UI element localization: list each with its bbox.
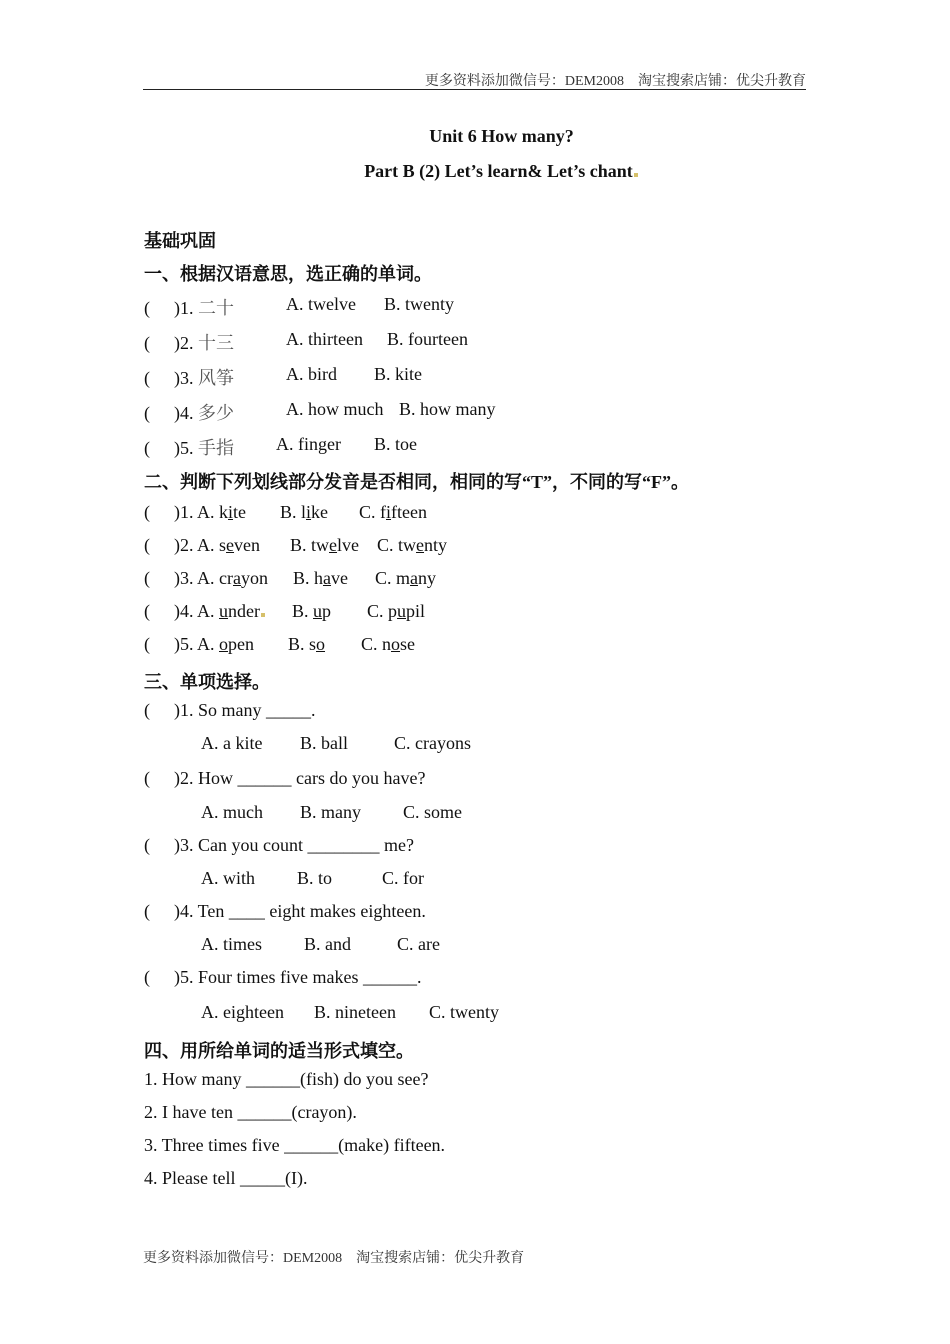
section3-heading: 三、单项选择。 [144, 672, 270, 692]
s2-item-3: ( )3. A. crayon B. have C. many [144, 568, 437, 588]
s3-question-1: ( )1. So many _____. [144, 700, 316, 720]
unit-title: Unit 6 How many? [429, 126, 574, 146]
s1-item-1: ( )1. 二十 A. twelve B. twenty [144, 294, 454, 318]
part-title [0, 161, 950, 182]
s1-item-2: ( )2. 十三 A. thirteen B. fourteen [144, 329, 468, 353]
section-basic: 基础巩固 [144, 231, 216, 251]
s2-item-4: ( )4. A. under B. up C. pupil [144, 601, 426, 621]
s2-item-1: ( )1. A. kite B. like C. fifteen [144, 502, 427, 522]
header-text: 更多资料添加微信号：DEM2008 淘宝搜索店铺：优尖升教育 [424, 74, 806, 89]
s1-item-3: ( )3. 风筝 A. bird B. kite [144, 364, 422, 388]
s4-item-3: 3. Three times five ______(make) fifteen. [144, 1135, 446, 1155]
s3-question-4: ( )4. Ten ____ eight makes eighteen. [144, 901, 426, 921]
s1-item-4: ( )4. 多少 A. how much B. how many [144, 399, 496, 423]
section2-heading: 二、判断下列划线部分发音是否相同，相同的写“T”，不同的写“F”。 [144, 472, 689, 492]
section1-heading: 一、根据汉语意思，选正确的单词。 [144, 264, 432, 284]
part-title-text: Part B (2) Let’s learn& Let’s chant [364, 161, 633, 181]
s4-item-1: 1. How many ______(fish) do you see? [144, 1069, 429, 1089]
section4-heading: 四、用所给单词的适当形式填空。 [144, 1041, 414, 1061]
s4-item-4: 4. Please tell _____(I). [144, 1168, 308, 1188]
s4-item-2: 2. I have ten ______(crayon). [144, 1102, 357, 1122]
s3-question-3: ( )3. Can you count ________ me? [144, 835, 414, 855]
s3-question-5: ( )5. Four times five makes ______. [144, 967, 422, 987]
s2-item-2: ( )2. A. seven B. twelve C. twenty [144, 535, 448, 555]
page-header [143, 69, 806, 90]
page-footer: 更多资料添加微信号：DEM2008 淘宝搜索店铺：优尖升教育 [143, 1251, 525, 1266]
edit-mark [261, 613, 265, 617]
s1-item-5: ( )5. 手指 A. finger B. toe [144, 434, 417, 458]
edit-mark [634, 173, 638, 177]
s3-question-2: ( )2. How ______ cars do you have? [144, 768, 426, 788]
s2-item-5: ( )5. A. open B. so C. nose [144, 634, 416, 654]
